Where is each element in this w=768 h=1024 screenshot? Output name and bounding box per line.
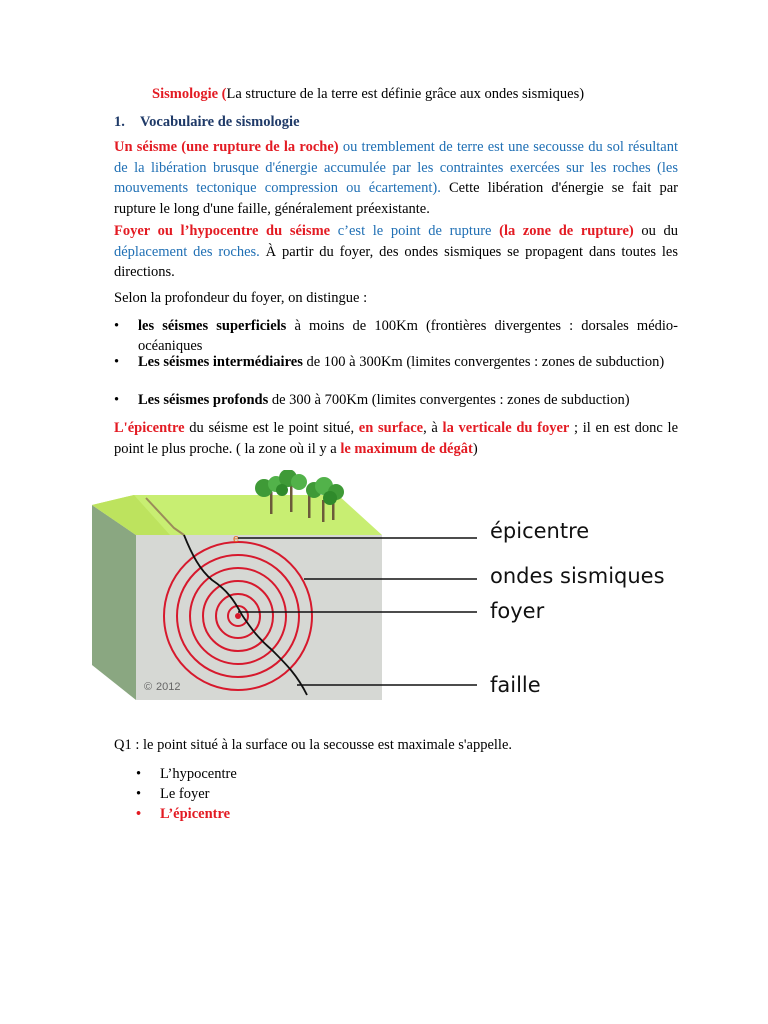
option-label: L’hypocentre (160, 766, 237, 782)
bullet-icon: • (114, 318, 120, 334)
label-foyer: foyer (490, 599, 545, 623)
term-seisme: Un séisme (une rupture de la roche) (114, 139, 339, 155)
bullet-text: à moins de 100Km (frontières divergentes : dorsales médio-océaniques (138, 318, 678, 354)
bullet-term: les séismes superficiels (138, 318, 287, 334)
bullet-term: Les séismes intermédiaires (138, 354, 303, 370)
term-epicentre: L'épicentre (114, 420, 185, 436)
option-label: L’épicentre (160, 806, 231, 822)
bullet-icon: • (114, 392, 120, 408)
copyright-year: 2012 (156, 681, 181, 693)
foyer-red-1: (la zone de rupture) (499, 223, 634, 239)
answer-option-correct[interactable] (136, 806, 230, 823)
bullet-icon: • (114, 354, 120, 370)
paragraph-profondeur (114, 288, 678, 309)
epicentre-r3: le maximum de dégât (340, 440, 473, 457)
title-main: Sismologie ( (152, 86, 227, 102)
list-item (114, 391, 678, 411)
epicentre-t3: ; il en est donc le point le plus proche. ( la zone où il y a (114, 420, 679, 457)
bullet-icon: • (136, 786, 142, 802)
focus-point (235, 613, 241, 619)
epicentre-r2: la verticale du foyer (442, 420, 570, 436)
copyright-icon: © (144, 681, 153, 693)
list-item (114, 353, 678, 373)
bullet-icon: • (136, 806, 142, 822)
foyer-black-1: ou du (633, 223, 679, 239)
option-label: Le foyer (160, 786, 210, 802)
paragraph-epicentre (114, 418, 678, 459)
section-label: Vocabulaire de sismologie (140, 114, 300, 130)
term-foyer: Foyer ou l’hypocentre du séisme (114, 223, 331, 239)
label-faille: faille (490, 673, 541, 697)
page-title (152, 86, 584, 103)
epicenter-mark: e (233, 533, 240, 545)
seisme-energy: Cette libération d'énergie se fait par rupture le long d'une faille, généralement préexistante. (114, 180, 678, 217)
block-side-face (92, 505, 136, 700)
seismology-diagram (92, 470, 692, 710)
bullet-text: de 100 à 300Km (limites convergentes : zones de subduction) (302, 354, 665, 370)
bullet-text: de 300 à 700Km (limites convergentes : zones de subduction) (268, 392, 630, 408)
bullet-term: Les séismes profonds (138, 392, 269, 408)
foyer-blue-2: déplacement des roches. (114, 243, 260, 260)
paragraph-foyer (114, 221, 678, 283)
section-number: 1. (114, 114, 125, 130)
section-heading (114, 114, 300, 131)
profondeur-text: Selon la profondeur du foyer, on distingue : (114, 290, 368, 306)
seisme-definition: ou tremblement de terre est une secousse du sol résultant de la libération brusque d'énergie accumulée par les contraintes exercées sur les roches (les mouvements tectonique compression ou écartement). (114, 139, 679, 196)
epicentre-r1: en surface (358, 420, 424, 436)
question-q1: Q1 : le point situé à la surface ou la secousse est maximale s'appelle. (114, 737, 513, 753)
foyer-blue-1: c’est le point de rupture (330, 223, 500, 239)
foyer-black-2: À partir du foyer, des ondes sismiques se propagent dans toutes les directions. (114, 243, 679, 280)
answer-option[interactable] (136, 766, 237, 783)
label-ondes-sismiques: ondes sismiques (490, 564, 665, 588)
epicentre-t1: du séisme est le point situé, (184, 420, 359, 436)
epicentre-t4: ) (472, 440, 478, 457)
bullet-icon: • (136, 766, 142, 782)
paragraph-seisme (114, 137, 678, 219)
label-epicentre: épicentre (490, 519, 590, 543)
list-item (114, 317, 678, 356)
answer-option[interactable] (136, 786, 210, 803)
epicentre-t2: , à (423, 420, 443, 436)
title-rest: La structure de la terre est définie grâce aux ondes sismiques) (226, 86, 585, 102)
